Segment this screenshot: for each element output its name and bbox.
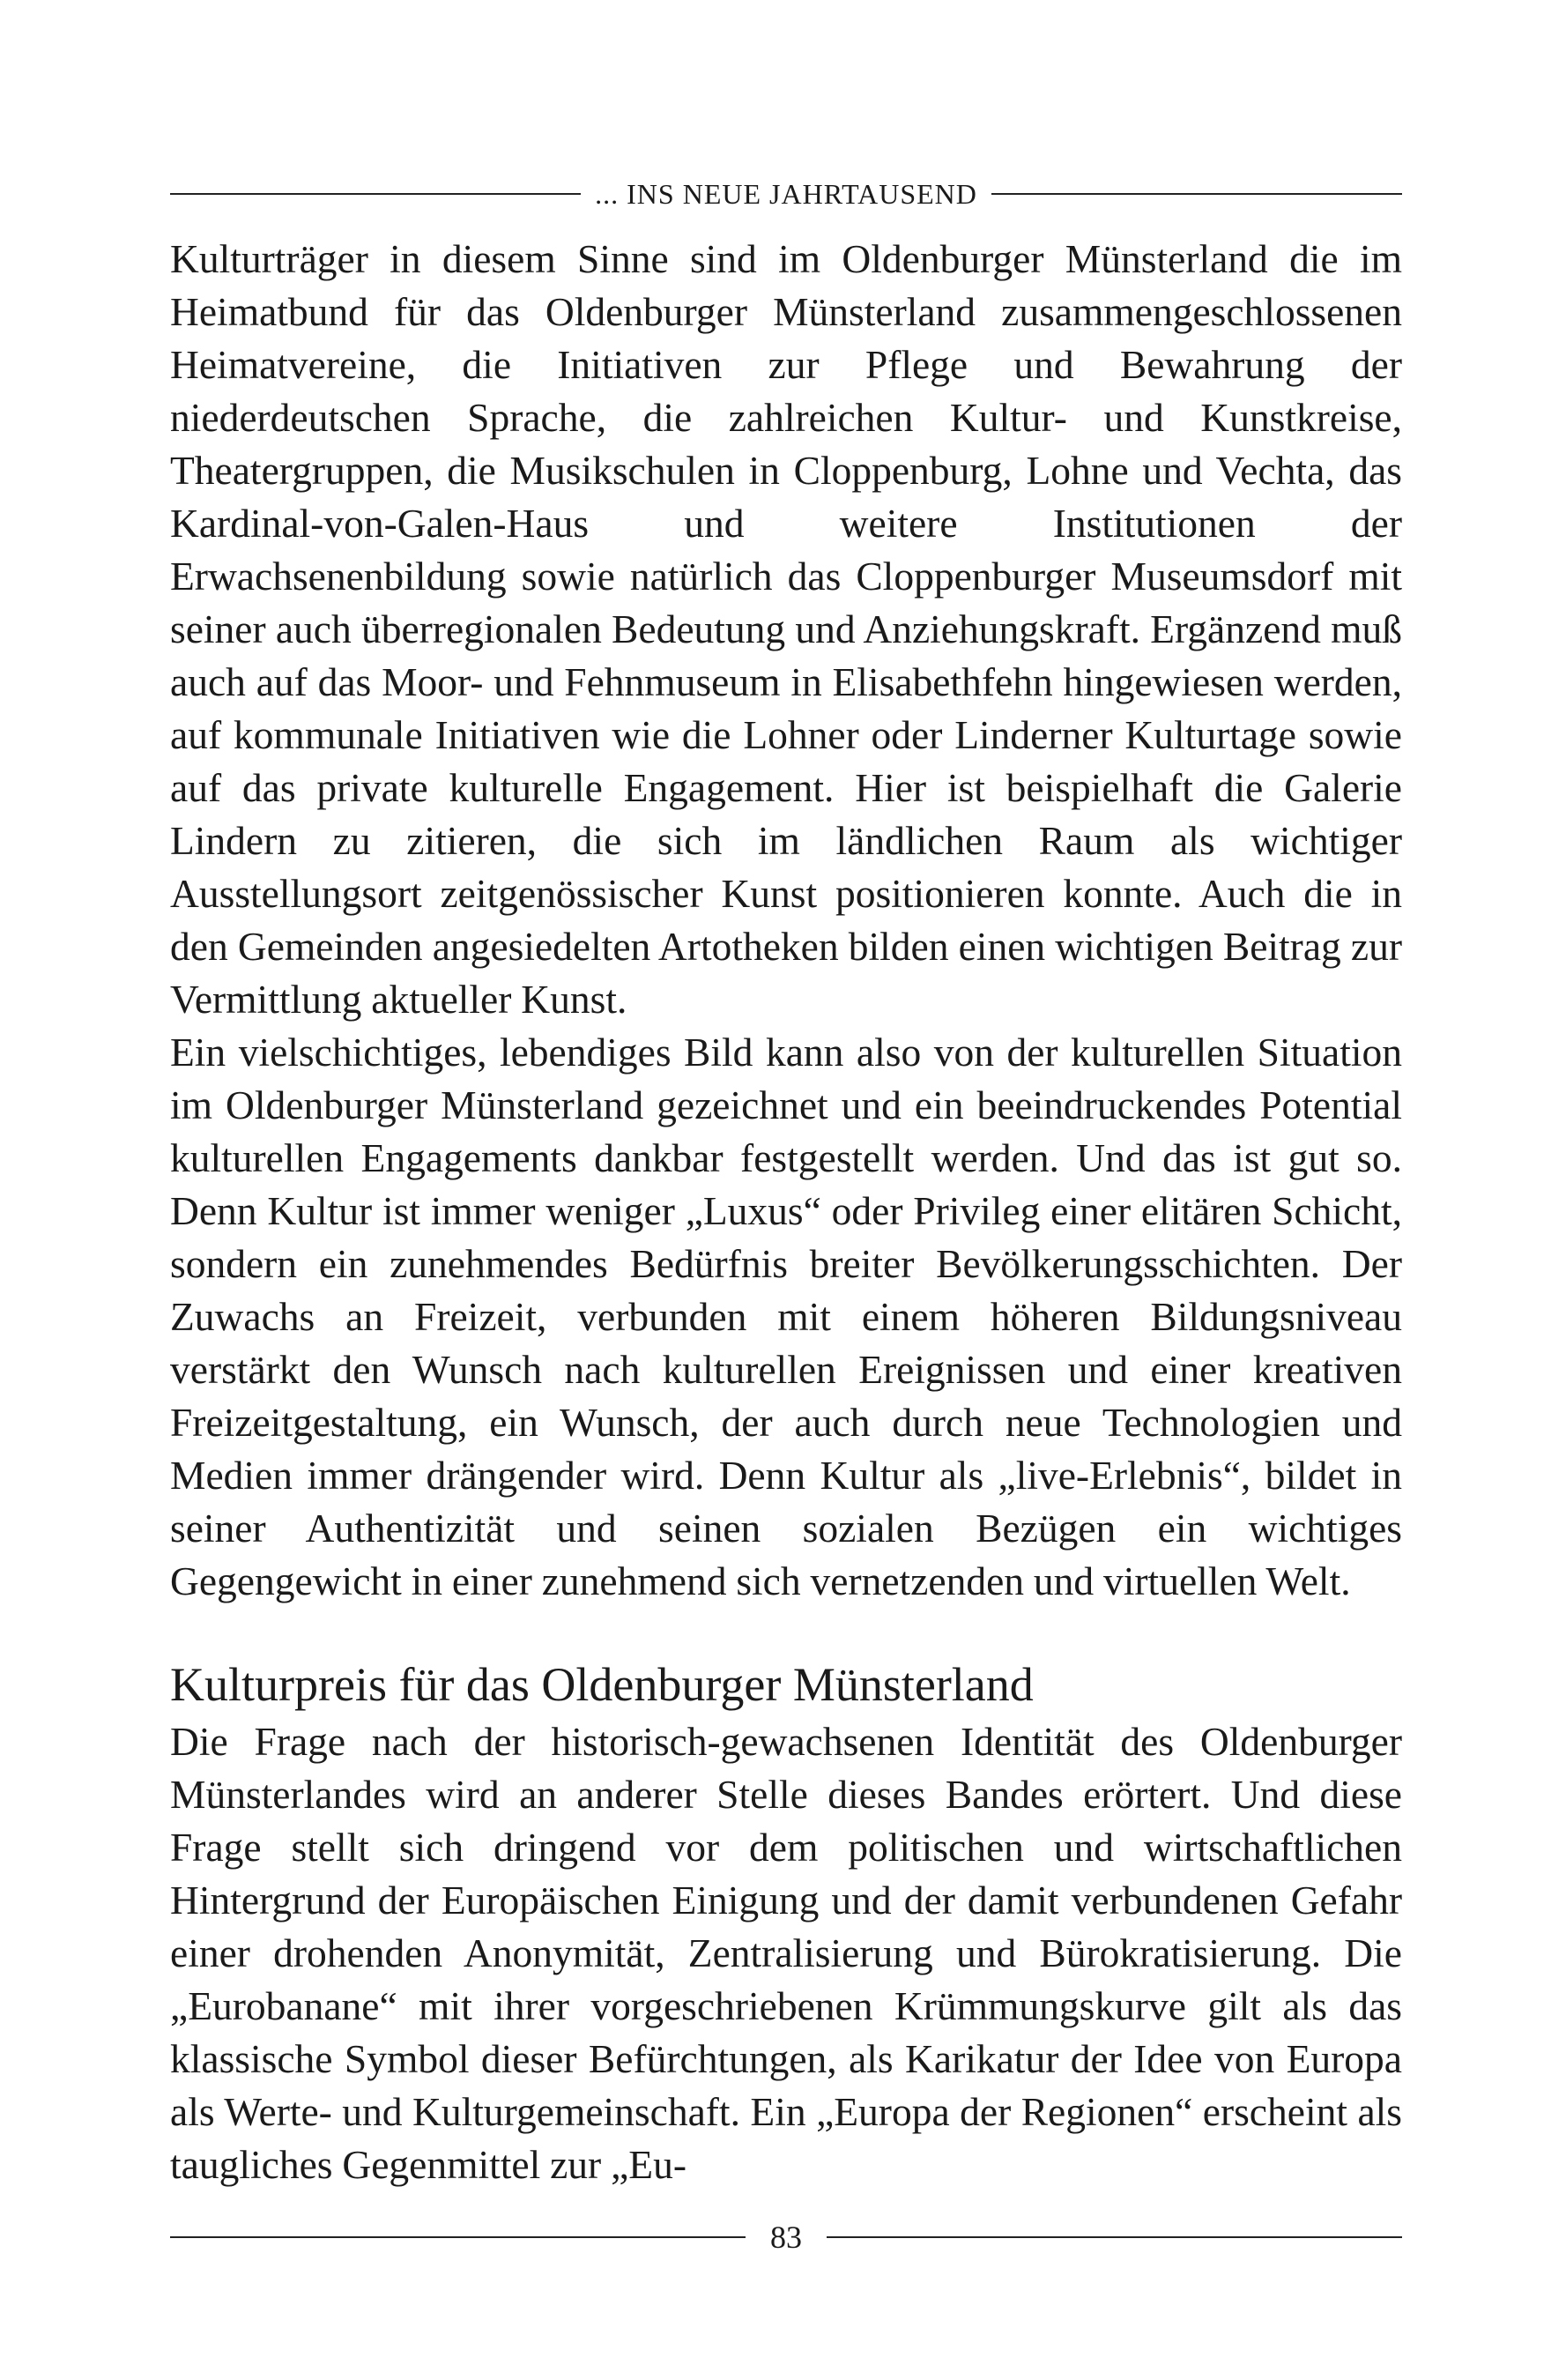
running-head [170, 167, 1402, 220]
page-number: 83 [770, 2220, 802, 2255]
footer-rule-right [827, 2236, 1402, 2238]
body-paragraph-2: Ein vielschichtiges, lebendiges Bild kann also von der kulturellen Situation im Oldenburger Münsterland gezeichnet und ein beeindruckendes Potential kulturellen Engagements dankbar festgestellt werden. Und das ist gut so. Denn Kultur ist immer weniger „Luxus“ oder Privileg einer elitären Schicht, sondern ein zunehmendes Bedürfnis breiter Bevölkerungsschichten. Der Zuwachs an Freizeit, verbunden mit einem höheren Bildungsniveau verstärkt den Wunsch nach kulturellen Ereignissen und einer kreativen Freizeitgestaltung, ein Wunsch, der auch durch neue Technologien und Medien immer drängender wird. Denn Kultur als „live-Erlebnis“, bildet in seiner Authentizität und seinen sozialen Bezügen ein wichtiges Gegengewicht in einer zunehmend sich vernetzenden und virtuellen Welt. [170, 1030, 1402, 1603]
footer-rule-left [170, 2236, 746, 2238]
page-footer [170, 2211, 1402, 2264]
section-heading: Kulturpreis für das Oldenburger Münsterland [170, 1658, 1034, 1711]
book-page [170, 167, 1402, 2265]
running-head-rule-left [170, 193, 581, 195]
running-head-rule-right [991, 193, 1402, 195]
body-paragraph-1: Kulturträger in diesem Sinne sind im Oldenburger Münsterland die im Heimatbund für das Oldenburger Münsterland zusammengeschlossenen Heimatvereine, die Initiativen zur Pflege und Bewahrung der niederdeutschen Sprache, die zahlreichen Kultur- und Kunstkreise, Theatergruppen, die Musikschulen in Cloppenburg, Lohne und Vechta, das Kardinal-von-Galen-Haus und weitere Institutionen der Erwachsenenbildung sowie natürlich das Cloppenburger Museumsdorf mit seiner auch überregionalen Bedeutung und Anziehungskraft. Ergänzend muß auch auf das Moor- und Fehnmuseum in Elisabethfehn hingewiesen werden, auf kommunale Initiativen wie die Lohner oder Linderner Kulturtage sowie auf das private kulturelle Engagement. Hier ist beispielhaft die Galerie Lindern zu zitieren, die sich im ländlichen Raum als wichtiger Ausstellungsort zeitgenössischer Kunst positionieren konnte. Auch die in den Gemeinden angesiedelten Artotheken bilden einen wichtigen Beitrag zur Vermittlung aktueller Kunst. [170, 236, 1402, 1022]
section-paragraph: Die Frage nach der historisch-gewachsenen Identität des Oldenburger Münsterlandes wird an anderer Stelle dieses Bandes erörtert. Und diese Frage stellt sich dringend vor dem politischen und wirtschaftlichen Hintergrund der Europäischen Einigung und der damit verbundenen Gefahr einer drohenden Anonymität, Zentralisierung und Bürokratisierung. Die „Eurobanane“ mit ihrer vorgeschriebenen Krümmungskurve gilt als das klassische Symbol dieser Befürchtungen, als Karikatur der Idee von Europa als Werte- und Kulturgemeinschaft. Ein „Europa der Regionen“ erscheint als taugliches Gegenmittel zur „Eu- [170, 1719, 1402, 2187]
running-head-title: ... INS NEUE JAHRTAUSEND [595, 177, 977, 210]
